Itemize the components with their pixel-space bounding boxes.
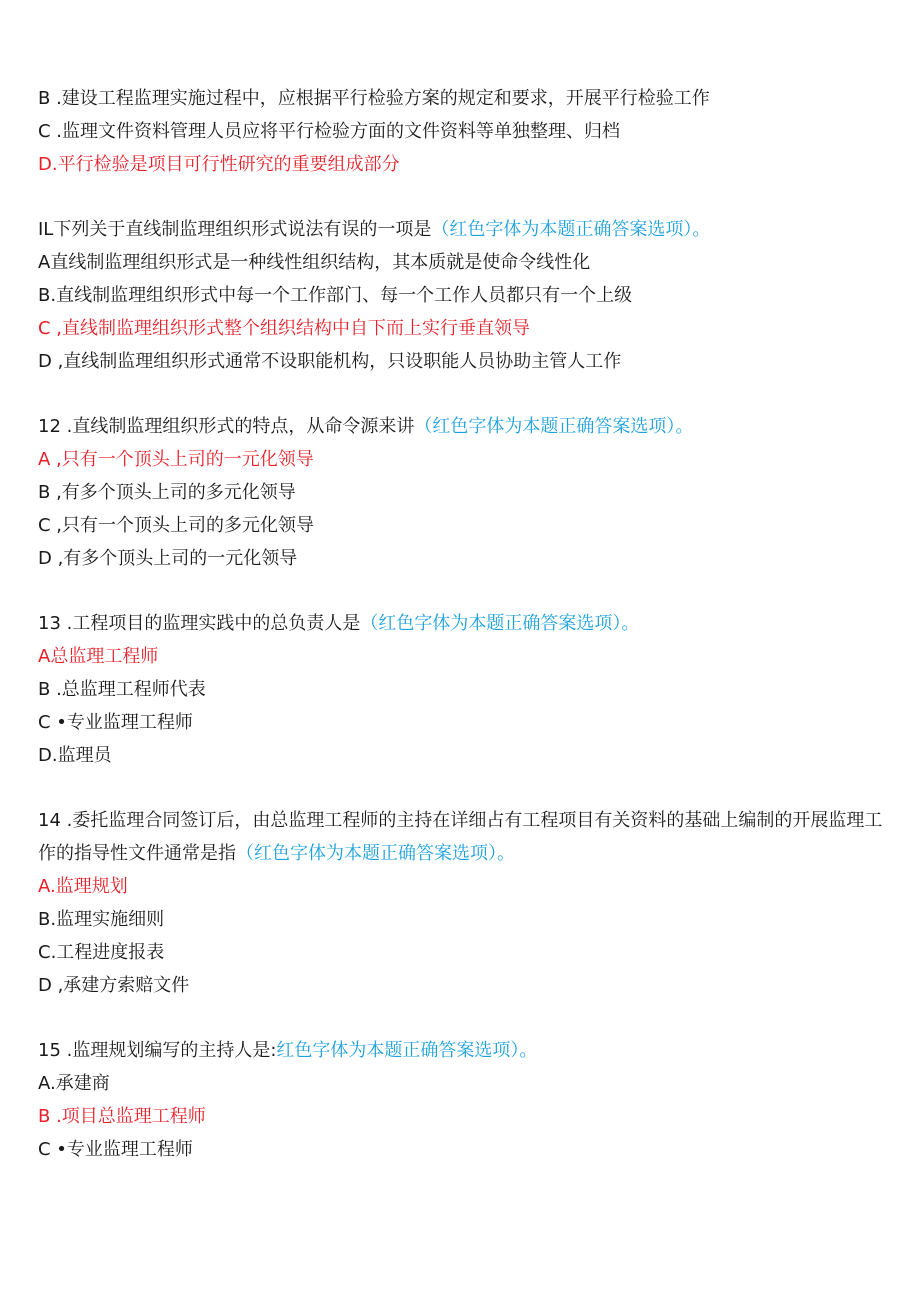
option-a-correct: A.监理规划 xyxy=(38,876,128,897)
question-stem xyxy=(38,607,888,640)
spacer xyxy=(38,181,888,213)
answer-hint: （红色字体为本题正确答案选项）。 xyxy=(236,843,515,864)
option-b: B.直线制监理组织形式中每一个工作部门、每一个工作人员都只有一个上级 xyxy=(38,285,633,306)
spacer xyxy=(38,772,888,804)
answer-hint: （红色字体为本题正确答案选项）。 xyxy=(414,416,694,437)
option-d-correct: D.平行检验是项目可行性研究的重要组成部分 xyxy=(38,154,400,175)
question-text: 14 .委托监理合同签订后，由总监理工程师的主持在详细占有工程项目有关资料的基础上编制的开展监理工作的指导性文件通常是指 xyxy=(38,810,883,864)
option-a-correct: A总监理工程师 xyxy=(38,646,159,667)
option-a-correct: A ,只有一个顶头上司的一元化领导 xyxy=(38,449,314,470)
option-d: D ,直线制监理组织形式通常不设职能机构，只设职能人员协助主管人工作 xyxy=(38,351,622,372)
option-a: A.承建商 xyxy=(38,1073,110,1094)
question-text: 15 .监理规划编写的主持人是: xyxy=(38,1040,277,1061)
question-stem xyxy=(38,213,888,246)
spacer xyxy=(38,575,888,607)
option-c: C .监理文件资料管理人员应将平行检验方面的文件资料等单独整理、归档 xyxy=(38,121,621,142)
option-a: A直线制监理组织形式是一种线性组织结构，其本质就是使命令线性化 xyxy=(38,252,591,273)
answer-hint: （红色字体为本题正确答案选项）。 xyxy=(431,219,711,240)
option-c: C •专业监理工程师 xyxy=(38,1139,193,1160)
question-stem xyxy=(38,1034,888,1067)
question-stem xyxy=(38,804,888,870)
option-c: C •专业监理工程师 xyxy=(38,712,193,733)
question-block xyxy=(38,213,888,378)
option-b: B .总监理工程师代表 xyxy=(38,679,206,700)
question-stem xyxy=(38,410,888,443)
question-block xyxy=(38,1034,888,1166)
spacer xyxy=(38,378,888,410)
question-block xyxy=(38,410,888,575)
question-block xyxy=(38,607,888,772)
question-text: 13 .工程项目的监理实践中的总负责人是 xyxy=(38,613,361,634)
option-c: C ,只有一个顶头上司的多元化领导 xyxy=(38,515,315,536)
answer-hint: 红色字体为本题正确答案选项）。 xyxy=(276,1040,538,1061)
document-page xyxy=(38,82,888,1166)
answer-hint: （红色字体为本题正确答案选项）。 xyxy=(360,613,640,634)
option-d: D.监理员 xyxy=(38,745,112,766)
spacer xyxy=(38,1002,888,1034)
option-b-correct: B .项目总监理工程师 xyxy=(38,1106,206,1127)
question-text: 12 .直线制监理组织形式的特点，从命令源来讲 xyxy=(38,416,415,437)
option-d: D ,有多个顶头上司的一元化领导 xyxy=(38,548,298,569)
option-list xyxy=(38,82,888,181)
option-b: B.监理实施细则 xyxy=(38,909,165,930)
option-c: C.工程进度报表 xyxy=(38,942,165,963)
question-block xyxy=(38,804,888,1002)
option-c-correct: C ,直线制监理组织形式整个组织结构中自下而上实行垂直领导 xyxy=(38,318,531,339)
option-b: B ,有多个顶头上司的多元化领导 xyxy=(38,482,296,503)
option-d: D ,承建方索赔文件 xyxy=(38,975,190,996)
option-b: B .建设工程监理实施过程中，应根据平行检验方案的规定和要求，开展平行检验工作 xyxy=(38,88,710,109)
question-text: IL下列关于直线制监理组织形式说法有误的一项是 xyxy=(38,219,432,240)
